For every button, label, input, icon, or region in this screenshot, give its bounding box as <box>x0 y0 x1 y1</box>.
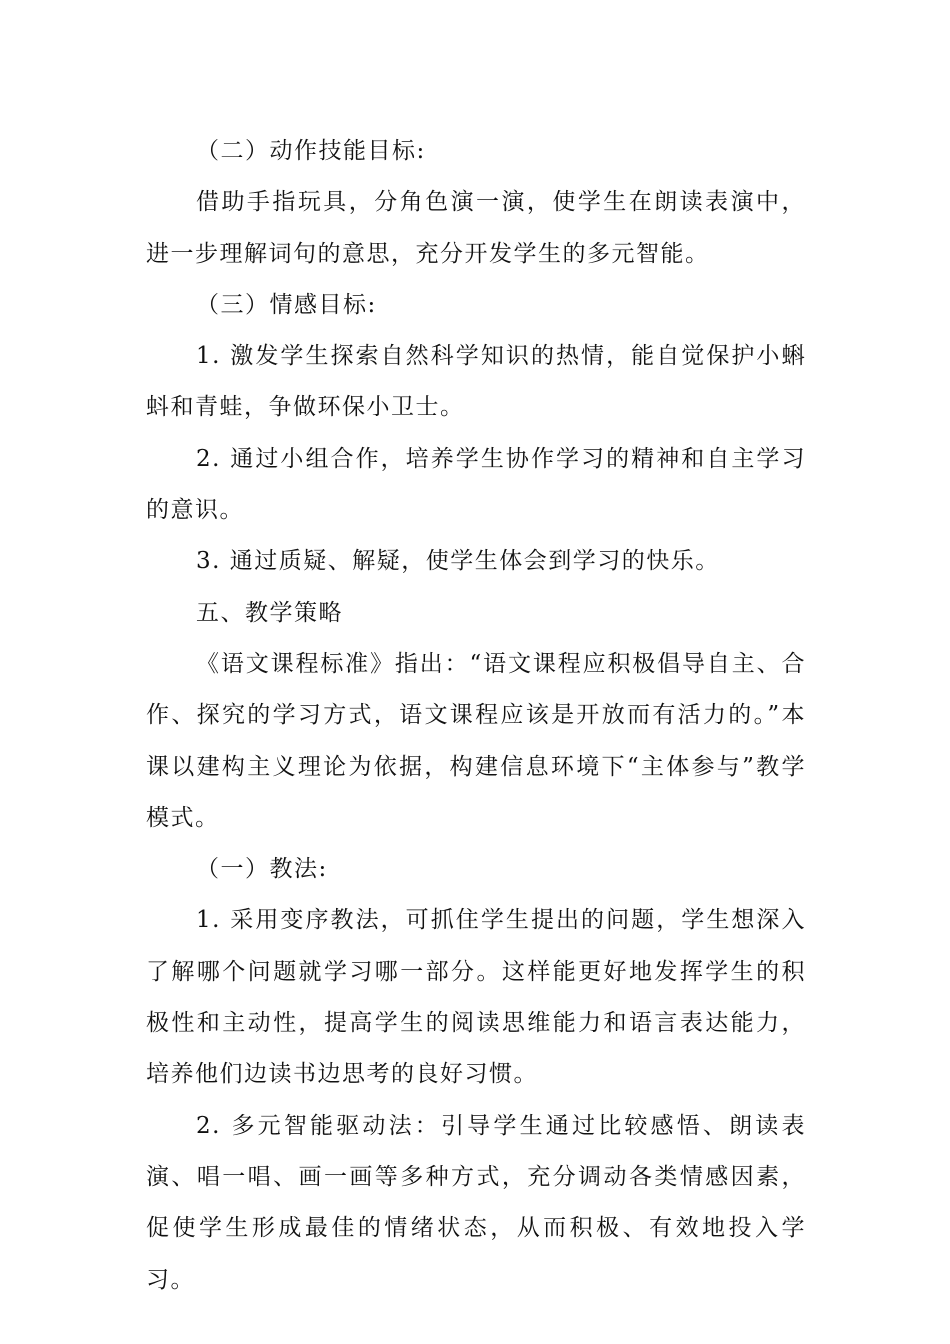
document-page <box>146 126 806 1306</box>
paragraph-emotional-goal-1: 1. 激发学生探索自然科学知识的热情，能自觉保护小蝌蚪和青蛙，争做环保小卫士。 <box>146 343 806 421</box>
heading-emotional-goals: （三）情感目标: <box>196 291 377 318</box>
paragraph-method-2: 2. 多元智能驱动法：引导学生通过比较感悟、朗读表演、唱一唱、画一画等多种方式，充分调动各类情感因素，促使学生形成最佳的情绪状态，从而积极、有效地投入学习。 <box>146 1112 806 1293</box>
paragraph-method-1: 1. 采用变序教法，可抓住学生提出的问题，学生想深入了解哪个问题就学习哪一部分。这样能更好地发挥学生的积极性和主动性，提高学生的阅读思维能力和语言表达能力，培养他们边读书边思考的良好习惯。 <box>146 907 806 1088</box>
paragraph-curriculum-standard: 《语文课程标准》指出：“语文课程应积极倡导自主、合作、探究的学习方式，语文课程应该是开放而有活力的。”本课以建构主义理论为依据，构建信息环境下“主体参与”教学模式。 <box>146 650 806 831</box>
heading-motor-skill-goals: （二）动作技能目标: <box>196 138 426 164</box>
paragraph-emotional-goal-2: 2. 通过小组合作，培养学生协作学习的精神和自主学习的意识。 <box>146 445 806 524</box>
heading-teaching-method: （一）教法: <box>196 856 328 883</box>
heading-teaching-strategy: 五、教学策略 <box>196 599 343 626</box>
paragraph-emotional-goal-3: 3. 通过质疑、解疑，使学生体会到学习的快乐。 <box>196 548 720 575</box>
paragraph-finger-toys: 借助手指玩具，分角色演一演，使学生在朗读表演中，进一步理解词句的意思，充分开发学生的多元智能。 <box>146 189 806 267</box>
